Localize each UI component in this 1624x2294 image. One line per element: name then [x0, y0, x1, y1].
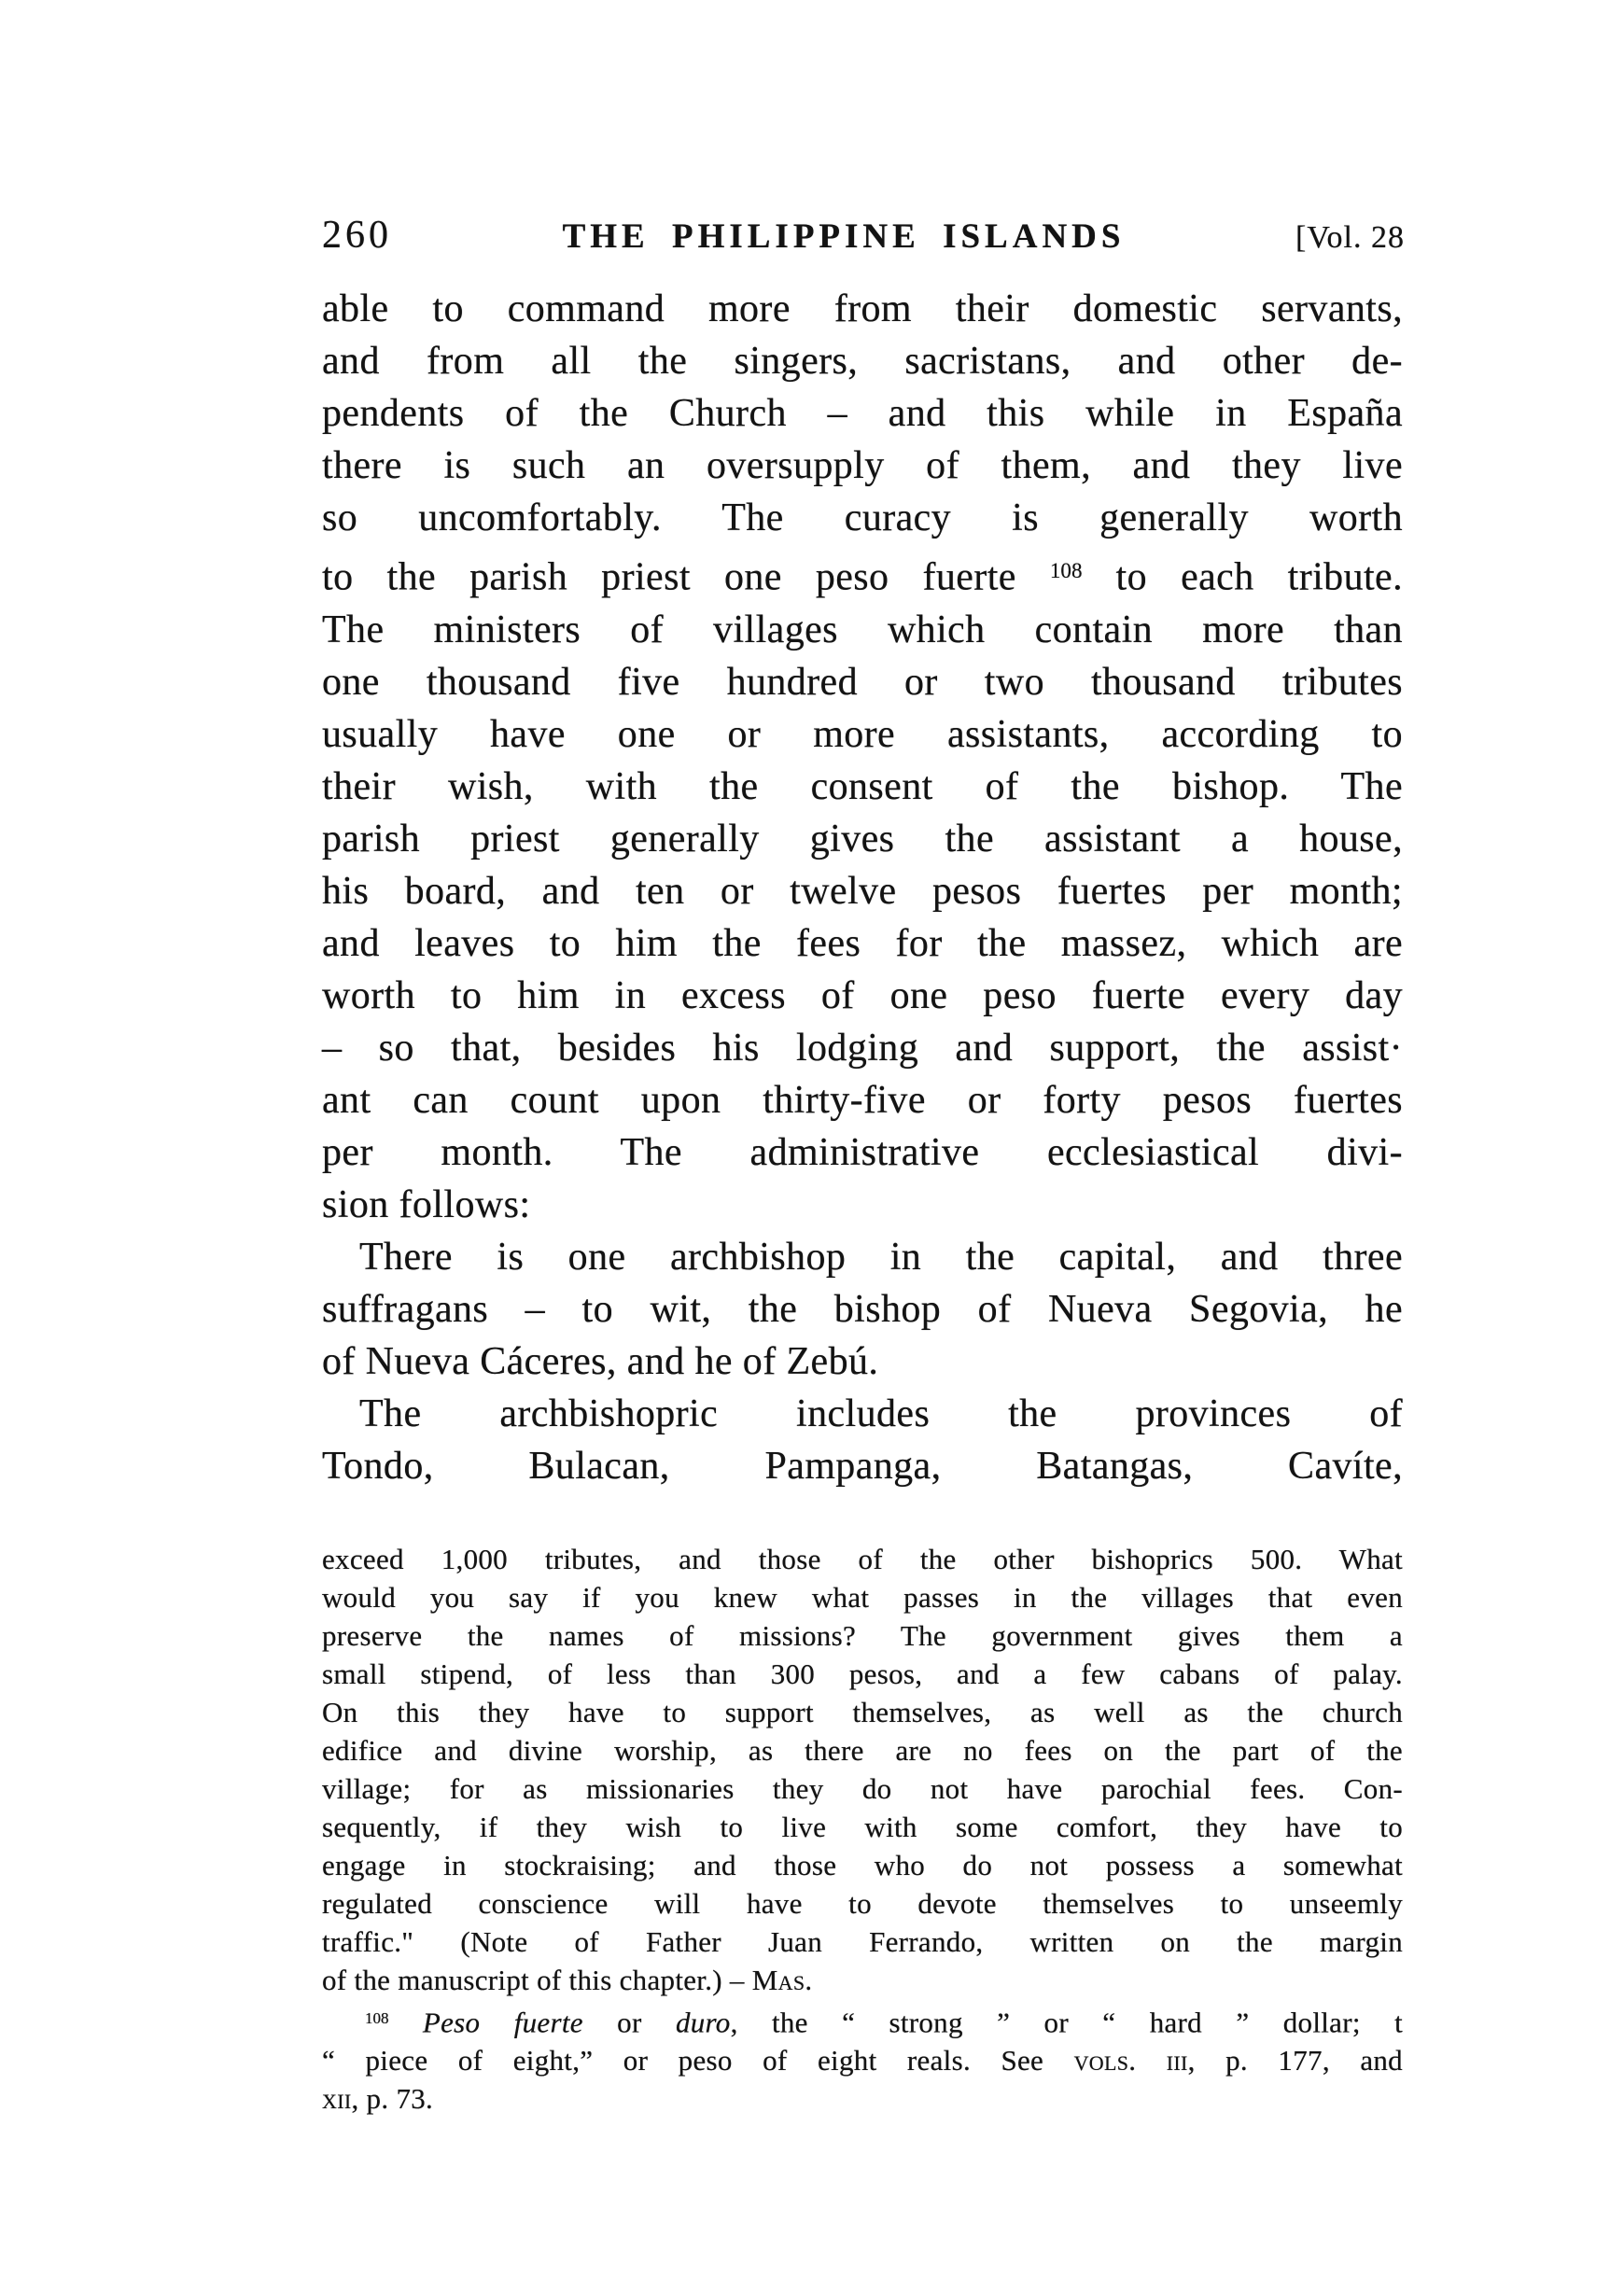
text-segment [389, 2006, 423, 2038]
text-segment: to each tribute. [1082, 555, 1403, 599]
body-line: parish priest generally gives the assistant a house, [322, 817, 1403, 860]
text-segment: , the “ strong ” or “ hard ” dollar; t [730, 2006, 1403, 2039]
volume-reference: [Vol. 28 [1295, 220, 1405, 255]
footnote-line: preserve the names of missions? The government gives them a [322, 1619, 1403, 1652]
page-number: 260 [322, 214, 392, 257]
footnote-line [322, 2079, 1403, 2118]
body-line: and from all the singers, sacristans, and other de- [322, 340, 1403, 383]
text-segment: of the manuscript of this chapter.) – [322, 1964, 752, 1996]
body-line: able to command more from their domestic servants, [322, 287, 1403, 330]
paragraph [322, 1231, 1403, 1388]
text-segment: , p. 73. [351, 2082, 434, 2116]
body-line: The archbishopric includes the provinces of [359, 1392, 1403, 1435]
footnote-line [322, 1961, 1403, 1999]
body-line: There is one archbishop in the capital, and three [359, 1235, 1403, 1279]
body-line: per month. The administrative ecclesiastical divi- [322, 1130, 1403, 1174]
footnote-line: village; for as missionaries they do not have parochial fees. Con- [322, 1772, 1403, 1805]
paragraph [322, 1999, 1403, 2118]
body-line: The ministers of villages which contain more than [322, 608, 1403, 651]
text-segment-smallcaps: xii [322, 2082, 352, 2116]
body-line: pendents of the Church – and this while in España [322, 392, 1403, 435]
text-segment-smallcaps: vols. iii [1073, 2044, 1188, 2077]
running-title: THE PHILIPPINE ISLANDS [562, 217, 1126, 256]
body-line: ant can count upon thirty-five or forty pesos fuertes [322, 1078, 1403, 1122]
body-line: their wish, with the consent of the bishop. The [322, 764, 1403, 808]
text-segment-italic: Peso fuerte [422, 2006, 583, 2039]
body-line: Tondo, Bulacan, Pampanga, Batangas, Cavíte, [322, 1444, 1403, 1488]
body-line: usually have one or more assistants, according to [322, 712, 1403, 756]
footnote-line: engage in stockraising; and those who do not possess a somewhat [322, 1849, 1403, 1881]
footnote-line [322, 2041, 1403, 2079]
footnote-line: On this they have to support themselves, as well as the church [322, 1696, 1403, 1728]
body-line: of Nueva Cáceres, and he of Zebú. [322, 1339, 879, 1383]
text-segment: , p. 177, and [1187, 2044, 1403, 2077]
footnote-line: sequently, if they wish to live with some comfort, they have to [322, 1811, 1403, 1843]
body-line: there is such an oversupply of them, and they live [322, 444, 1403, 487]
text-segment-italic: duro [675, 2006, 731, 2039]
text-segment: or [582, 2006, 676, 2039]
paragraph [322, 283, 1403, 1231]
footnote-line: small stipend, of less than 300 pesos, and a few cabans of palay. [322, 1658, 1403, 1690]
footnote-line: exceed 1,000 tributes, and those of the other bishoprics 500. What [322, 1543, 1403, 1575]
body-text-block [322, 283, 1403, 1492]
text-segment-sup: 108 [365, 2009, 389, 2027]
text-segment-sup: 108 [1049, 558, 1083, 582]
body-line: his board, and ten or twelve pesos fuertes per month; [322, 869, 1403, 913]
footnote-line: edifice and divine worship, as there are no fees on the part of the [322, 1734, 1403, 1767]
body-line: worth to him in excess of one peso fuerte every day [322, 973, 1403, 1017]
body-line: one thousand five hundred or two thousand tributes [322, 660, 1403, 704]
body-line: suffragans – to wit, the bishop of Nueva Segovia, he [322, 1287, 1403, 1331]
body-line: sion follows: [322, 1182, 531, 1226]
text-segment: to the parish priest one peso fuerte [322, 555, 1050, 599]
body-line [322, 544, 1403, 604]
footnote-line: traffic." (Note of Father Juan Ferrando, written on the margin [322, 1925, 1403, 1958]
body-line: – so that, besides his lodging and support, the assist· [322, 1026, 1403, 1070]
paragraph [322, 1388, 1403, 1492]
footnote-line: would you say if you knew what passes in the villages that even [322, 1581, 1403, 1614]
running-header [322, 213, 1405, 258]
text-segment-smallcaps: Mas. [751, 1964, 813, 1996]
paragraph [322, 1540, 1403, 1999]
body-line: and leaves to him the fees for the massez, which are [322, 921, 1403, 965]
footnote-block [322, 1540, 1403, 2118]
body-line: so uncomfortably. The curacy is generally worth [322, 497, 1403, 539]
footnote-line: regulated conscience will have to devote themselves to unseemly [322, 1887, 1403, 1920]
text-segment: “ piece of eight,” or peso of eight reals. See [322, 2044, 1074, 2077]
footnote-line [322, 1999, 1403, 2041]
